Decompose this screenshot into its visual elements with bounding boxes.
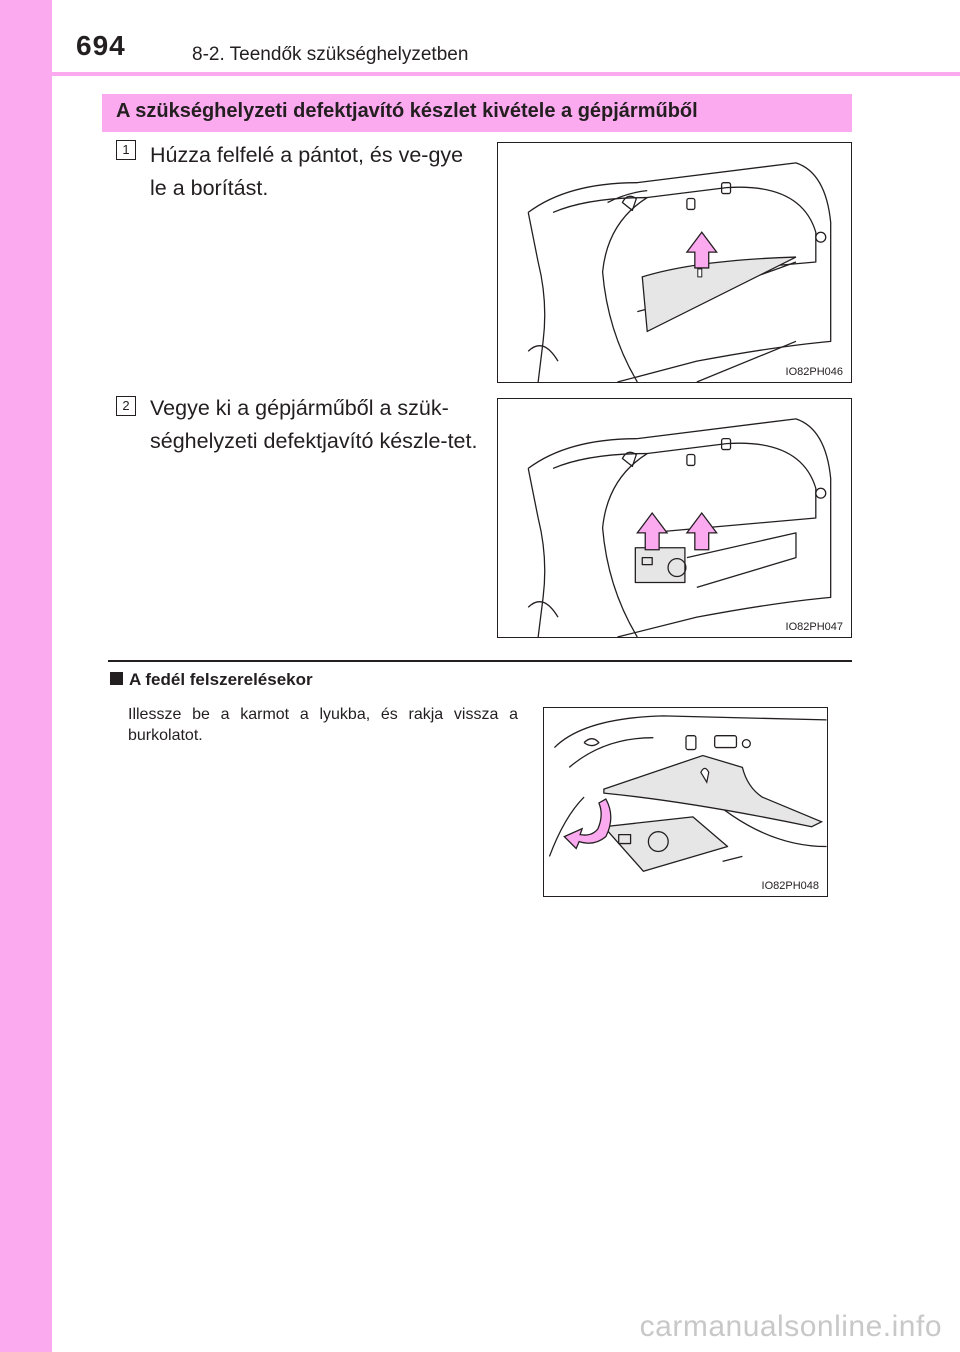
cover-refit-drawing <box>544 708 827 896</box>
trunk-illustration-1 <box>497 142 852 383</box>
step-1-text: Húzza felfelé a pántot, és ve-gye le a borítást. <box>150 143 464 200</box>
procedure-heading: A szükséghelyzeti defektjavító készlet kivétele a gépjárműből <box>102 94 852 132</box>
step-number-1: 1 <box>116 140 136 160</box>
figure-code-3: IO82PH048 <box>761 880 819 892</box>
step-number-2: 2 <box>116 396 136 416</box>
figure-code-1: IO82PH046 <box>785 366 843 378</box>
trunk-illustration-2 <box>497 398 852 638</box>
bullet-square-icon <box>110 672 123 685</box>
step-2-text: Vegye ki a gépjárműből a szük-séghelyzeti defektjavító készle-tet. <box>150 396 478 453</box>
header-rule <box>52 72 960 76</box>
side-color-band <box>0 0 52 1352</box>
subsection-rule <box>108 660 852 662</box>
trunk-drawing-1 <box>498 143 851 382</box>
page-number: 694 <box>76 30 126 61</box>
watermark: carmanualsonline.info <box>639 1310 942 1343</box>
subsection-heading-text: A fedél felszerelésekor <box>129 670 313 689</box>
trunk-illustration-3 <box>543 707 828 897</box>
subsection-heading <box>110 670 313 690</box>
trunk-drawing-2 <box>498 399 851 637</box>
figure-code-2: IO82PH047 <box>785 621 843 633</box>
section-title: 8-2. Teendők szükséghelyzetben <box>192 44 469 65</box>
subsection-body: Illessze be a karmot a lyukba, és rakja vissza a burkolatot. <box>128 706 518 744</box>
